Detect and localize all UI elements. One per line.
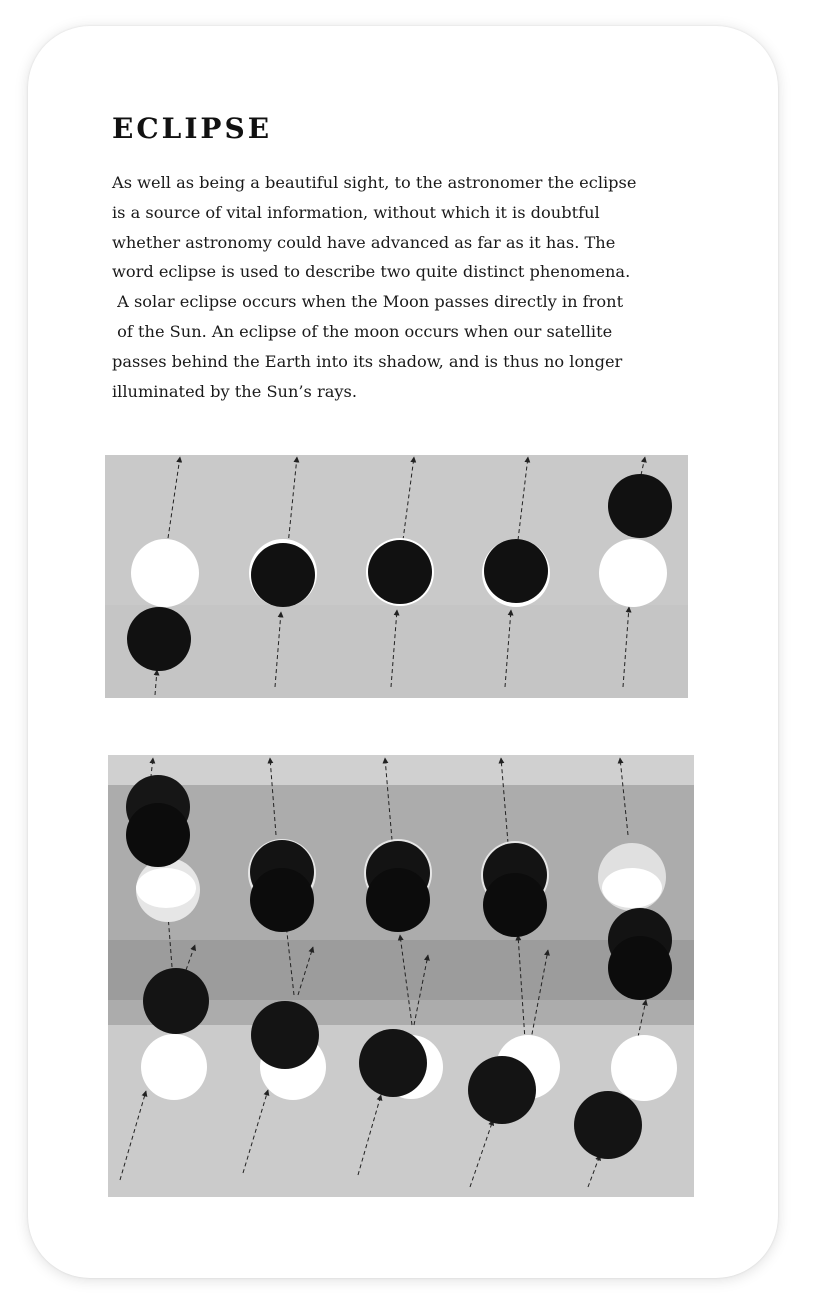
page-title: ECLIPSE <box>112 112 273 145</box>
moon-disc <box>250 868 314 932</box>
body-line: is a source of vital information, without which it is doubtful <box>112 202 600 222</box>
plate-top-strip <box>108 755 694 785</box>
body-line: As well as being a beautiful sight, to the astronomer the eclipse <box>112 173 637 192</box>
body-line: illuminated by the Sun’s rays. <box>112 381 357 401</box>
body-line: word eclipse is used to describe two quite distinct phenomena. <box>112 262 631 282</box>
body-line: whether astronomy could have advanced as far as it has. The <box>112 232 616 252</box>
moon-disc <box>608 474 672 538</box>
moon-disc <box>126 803 190 867</box>
moon-disc <box>484 539 548 603</box>
moon-disc <box>359 1029 427 1097</box>
sun-disc <box>141 1034 207 1100</box>
sun-disc <box>599 539 667 607</box>
moon-disc <box>468 1056 536 1124</box>
sun-disc <box>602 868 662 908</box>
moon-disc <box>251 1001 319 1069</box>
body-line: of the Sun. An eclipse of the moon occurs when our satellite <box>112 321 613 341</box>
moon-disc <box>143 968 209 1034</box>
moon-disc <box>483 873 547 937</box>
body-text <box>112 168 682 406</box>
plate-shade <box>105 605 688 698</box>
moon-disc <box>368 540 432 604</box>
sun-disc <box>136 868 196 908</box>
body-line: A solar eclipse occurs when the Moon passes directly in front <box>112 292 624 312</box>
moon-disc <box>608 936 672 1000</box>
moon-disc <box>574 1091 642 1159</box>
moon-disc <box>366 868 430 932</box>
sun-disc <box>611 1035 677 1101</box>
moon-disc <box>127 607 191 671</box>
sun-disc <box>131 539 199 607</box>
lunar-eclipse-illustration <box>108 755 694 1197</box>
body-line: passes behind the Earth into its shadow, and is thus no longer <box>112 351 623 371</box>
moon-disc <box>251 543 315 607</box>
solar-eclipse-illustration <box>105 455 688 698</box>
